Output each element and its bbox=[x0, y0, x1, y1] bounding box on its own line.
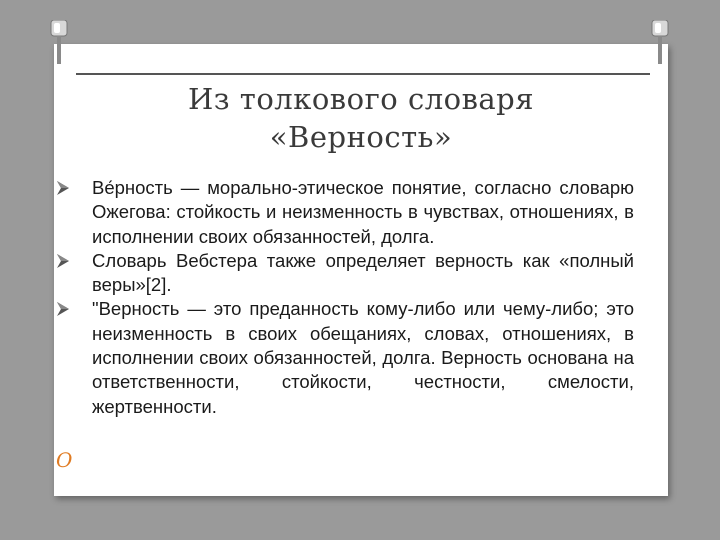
end-bullet-mark: O bbox=[56, 448, 73, 472]
title-line-1: Из толкового словаря bbox=[187, 82, 535, 116]
pushpin-icon bbox=[49, 20, 69, 66]
title-line-2: «Верность» bbox=[269, 120, 453, 154]
bullet-list bbox=[54, 176, 668, 419]
list-item bbox=[54, 297, 668, 418]
bullet-text: "Верность — это преданность кому-либо или чему-либо; это неизменность в своих обещаниях, словах, отношениях, в исполнении своих обязанностей, долга. Верность основана на ответственности, стойкости, честности, смелости, жертвенности. bbox=[92, 298, 634, 417]
bullet-text: Словарь Вебстера также определяет верность как «полный веры»[2]. bbox=[92, 249, 634, 296]
slide-title bbox=[54, 80, 668, 156]
list-item bbox=[54, 249, 668, 298]
slide-card bbox=[54, 44, 668, 496]
arrow-bullet-icon bbox=[56, 301, 70, 317]
bullet-text: Ве́рность — морально-этическое понятие, согласно словарю Ожегова: стойкость и неизменность в чувствах, отношениях, в исполнении своих обязанностей, долга. bbox=[92, 177, 634, 247]
arrow-bullet-icon bbox=[56, 180, 70, 196]
pushpin-icon bbox=[650, 20, 670, 66]
list-item bbox=[54, 176, 668, 249]
title-rule bbox=[76, 73, 650, 75]
arrow-bullet-icon bbox=[56, 253, 70, 269]
